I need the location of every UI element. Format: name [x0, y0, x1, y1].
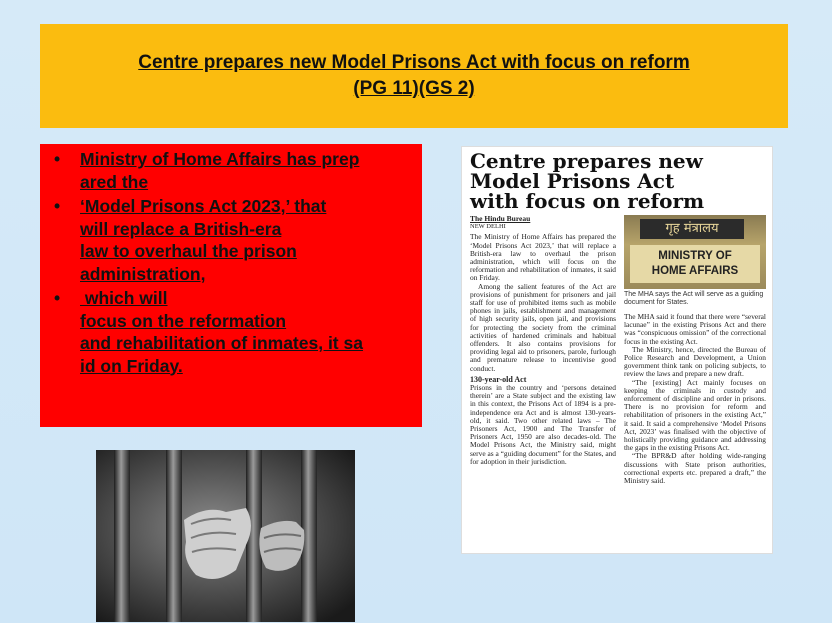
clipping-paragraph: Prisons in the country and ‘persons detained therein’ are a State subject and the existing law in this context, the Prisons Act of 1894 is a pre-independence era Act and is almost 130-years-old, it said. Two other related laws – The Prisoners Act, 1900 and The Transfer of Prisoners Act, 1950 are also decades-old. The Model Prisons Act, the Ministry said, might serve as a “guiding document” for the States, and for adoption in their jurisdiction.: [470, 383, 616, 466]
bullet-icon: •: [54, 288, 61, 308]
bullet-line: ared the: [80, 171, 149, 192]
bullet-line: and rehabilitation of inmates, it sa: [80, 333, 363, 353]
newspaper-clipping: [461, 146, 773, 554]
headline-line: Model Prisons Act: [470, 169, 675, 193]
summary-list: [50, 148, 412, 377]
mha-sign-line: MINISTRY OF: [658, 250, 732, 262]
prison-bars-photo: [96, 450, 355, 622]
clipping-byline: The Hindu Bureau: [470, 215, 531, 223]
mha-sign-english: [630, 245, 760, 283]
bullet-line: which will: [80, 288, 168, 308]
clipping-paragraph: The MHA said it found that there were “several lacunae” in the existing Prisons Act and there was “conspicuous omission” of the correctional focus in the existing Act.: [624, 313, 766, 346]
bullet-line: Ministry of Home Affairs has prep: [80, 149, 360, 169]
photo-caption: The MHA says the Act will serve as a guiding document for States.: [624, 291, 764, 306]
summary-bullet-1: [54, 148, 412, 193]
summary-box: [40, 144, 422, 427]
bullet-line: id on Friday.: [80, 355, 183, 376]
clipping-paragraph: Among the salient features of the Act are provisions of punishment for prisoners and jail staff for use of prohibited items such as mobile phones in jails, establishment and management of high security jails, open jail, and provisions for protecting the society from the criminal activities of hardened criminals and habitual offenders. It also contains provisions for providing legal aid to prisoners, parole, furlough and premature release to incentivise good conduct.: [470, 281, 616, 373]
bullet-line: focus on the reformation: [80, 310, 287, 331]
mha-sign-photo: [624, 215, 766, 289]
summary-bullet-2: [54, 195, 412, 285]
clipping-dateline: NEW DELHI: [470, 223, 506, 231]
bullet-line: will replace a British-era: [80, 218, 282, 239]
headline-line: Centre prepares new: [470, 149, 703, 173]
clipping-column-2: [624, 313, 766, 551]
bullet-icon: •: [54, 196, 61, 216]
clipping-headline: [470, 151, 766, 211]
slide-subtitle: (PG 11)(GS 2): [353, 78, 475, 99]
bullet-line: administration,: [80, 263, 206, 284]
mha-sign-line: HOME AFFAIRS: [651, 265, 739, 277]
bullet-line: ‘Model Prisons Act 2023,’ that: [80, 196, 327, 216]
summary-bullet-3: [54, 287, 412, 377]
slide-title: Centre prepares new Model Prisons Act with focus on reform: [138, 52, 690, 73]
headline-line: with focus on reform: [470, 189, 705, 213]
clipping-paragraph: The Ministry, hence, directed the Bureau of Police Research and Development, a Union government think tank on policing subjects, to review the laws and prepare a new draft.: [624, 344, 766, 379]
clipping-column-1: [470, 215, 616, 551]
mha-sign-hindi: गृह मंत्रालय: [640, 219, 744, 239]
slide-title-box: [40, 24, 788, 128]
clipping-subheading: 130-year-old Act: [470, 374, 527, 384]
clipping-paragraph: “The BPR&D after holding wide-ranging discussions with State prison authorities, correctional experts etc. prepared a draft,” the Ministry said.: [624, 451, 766, 486]
bullet-line: law to overhaul the prison: [80, 241, 297, 261]
prison-bars-image: [96, 450, 355, 622]
clipping-paragraph: “The [existing] Act mainly focuses on keeping the criminals in custody and enforcement of discipline and order in prisons. There is no provision for reform and rehabilitation of prisoners in the existing Act,” it said. It said a comprehensive ‘Model Prisons Act, 2023’ was finalised with the objective of holistically providing guidance and addressing the gaps in the existing Prisons Act.: [624, 377, 766, 453]
clipping-paragraph: The Ministry of Home Affairs has prepared the ‘Model Prisons Act 2023,’ that will replace a British-era law to overhaul the prison administration, which will focus on the reformation and rehabilitation of inmates, it said on Friday.: [470, 232, 616, 283]
bullet-icon: •: [54, 149, 61, 169]
